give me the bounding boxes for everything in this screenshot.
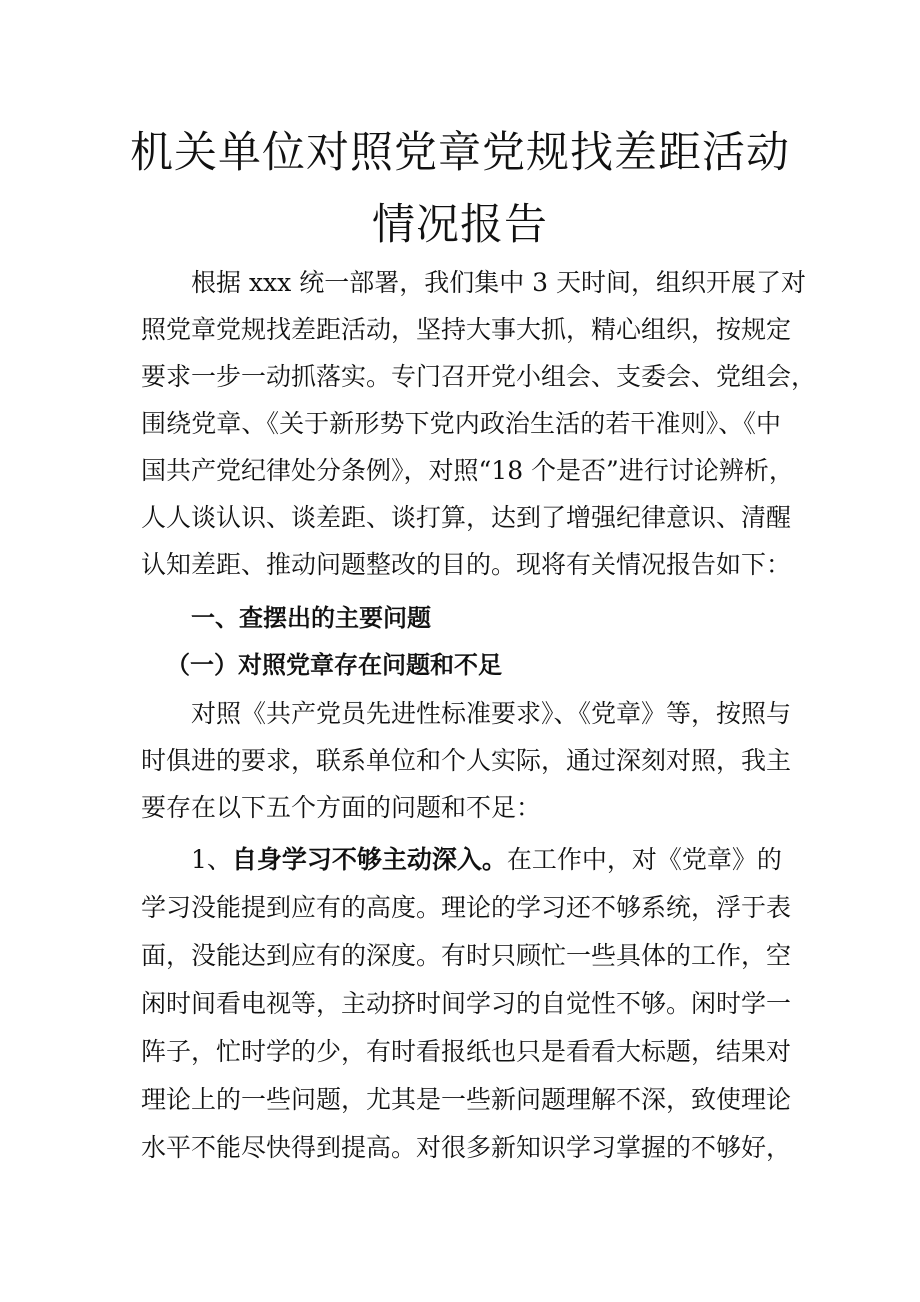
item-number: 1、 [191,845,232,874]
paragraph-line: 要存在以下五个方面的问题和不足： [141,793,542,822]
paragraph-line: 理论上的一些问题，尤其是一些新问题理解不深，致使理论 [141,1085,792,1114]
item-bold-lead: 自身学习不够主动深入。 [231,845,507,874]
paragraph-line: 国共产党纪律处分条例》，对照“18 个是否”进行讨论辨析， [141,456,794,485]
document-title-line-1: 机关单位对照党章党规找差距活动 [130,128,790,178]
paragraph-line: 时俱进的要求，联系单位和个人实际，通过深刻对照，我主 [141,746,792,775]
paragraph-first-line [191,843,781,877]
paragraph-line: 学习没能提到应有的高度。理论的学习还不够系统，浮于表 [141,893,792,922]
paragraph-line: 对照《共产党员先进性标准要求》、《党章》等，按照与 [191,699,792,728]
subsection-heading: （一）对照党章存在问题和不足 [166,651,502,679]
paragraph-line: 人人谈认识、谈差距、谈打算，达到了增强纪律意识、清醒 [141,503,792,532]
paragraph-line: 阵子，忙时学的少，有时看报纸也只是看看大标题，结果对 [141,1037,792,1066]
paragraph-line: 围绕党章、《关于新形势下党内政治生活的若干准则》、《中 [141,409,781,438]
section-heading: 一、查摆出的主要问题 [191,604,431,632]
paragraph-line: 要求一步一动抓落实。专门召开党小组会、支委会、党组会， [141,362,817,391]
item-text: 在工作中，对《党章》的 [506,845,782,874]
paragraph-line: 面，没能达到应有的深度。有时只顾忙一些具体的工作，空 [141,941,792,970]
paragraph-line: 照党章党规找差距活动，坚持大事大抓，精心组织，按规定 [141,315,792,344]
paragraph-line: 根据 xxx 统一部署，我们集中 3 天时间，组织开展了对 [191,268,806,297]
paragraph-line: 闲时间看电视等，主动挤时间学习的自觉性不够。闲时学一 [141,989,792,1018]
paragraph-line: 认知差距、推动问题整改的目的。现将有关情况报告如下： [141,550,792,579]
document-title-line-2: 情况报告 [372,200,548,250]
paragraph-line: 水平不能尽快得到提高。对很多新知识学习掌握的不够好， [141,1133,792,1162]
